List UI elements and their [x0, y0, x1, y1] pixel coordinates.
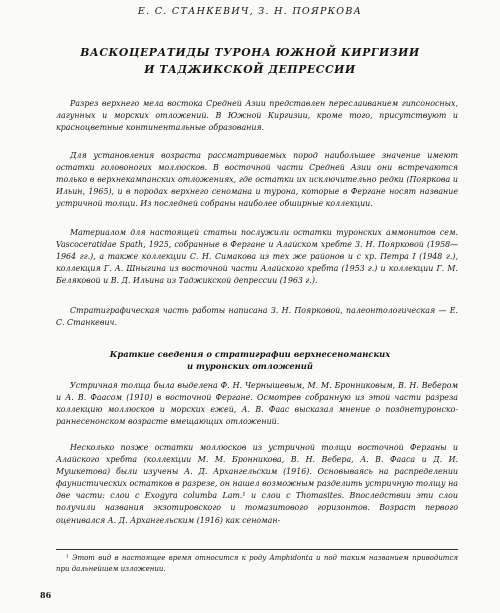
- footnote-divider: [56, 549, 458, 550]
- section-heading: [0, 348, 500, 372]
- paragraph-2: Для установления возраста рассматриваемых пород наибольшее значение имеют остатки головоногих моллюсков. В восточной части Средней Азии они встречаются только в верхнекампанских отложениях, где остатки их исключительно редки (Пояркова и Ильин, 1965), и в породах верхнего сеномана и турона, которые в Фергане носят название устричной толщи. Из последней собраны наиболее обширные коллекции.: [56, 151, 458, 209]
- authors-line: Е. С. СТАНКЕВИЧ, З. Н. ПОЯРКОВА: [137, 6, 363, 17]
- section-heading-line-2: и туронских отложений: [187, 361, 313, 371]
- paragraph-5: Устричная толща была выделена Ф. Н. Чернышевым, М. М. Бронниковым, В. Н. Вебером и А. В. Фаасом (1910) в восточной Фергане. Осмотрев собранную из этой части разреза коллекцию моллюсков и морских ежей, А. В. Фаас высказал мнение о позднетуронско-раннесенонском возрасте вмещающих отложений.: [56, 381, 458, 427]
- paragraph-4: Стратиграфическая часть работы написана З. Н. Поярковой, палеонтологическая — Е. С. Станкевич.: [56, 306, 458, 328]
- page-number: 86: [40, 590, 52, 600]
- article-title: [0, 44, 500, 78]
- article-title-line-1: ВАСКОЦЕРАТИДЫ ТУРОНА ЮЖНОЙ КИРГИЗИИ: [80, 46, 420, 59]
- paragraph-3: Материалом для настоящей статьи послужили остатки туронских аммонитов сем. Vascoceratidae Spath, 1925, собранные в Фергане и Алайском хребте З. Н. Поярковой (1958—1964 гг.), а также коллекции С. Н. Симакова из тех же районов и с хр. Петра I (1948 г.), коллекция Г. А. Шныгина из восточной части Алайского хребта (1953 г.) и коллекции Г. М. Беляковой и В. Д. Ильина из Таджикской депрессии (1963 г.).: [56, 228, 458, 286]
- paragraph-1: Разрез верхнего мела востока Средней Азии представлен переслаиванием гипсоносных, лагунных и морских отложений. В Южной Киргизии, кроме того, присутствуют и красноцветные континентальные образования.: [56, 99, 458, 133]
- footnote: ¹ Этот вид в настоящее время относится к роду Amphidonta и под таким названием приводится при дальнейшем изложении.: [56, 554, 458, 573]
- article-title-line-2: И ТАДЖИКСКОЙ ДЕПРЕССИИ: [144, 63, 356, 76]
- paragraph-6: Несколько позже остатки моллюсков из устричной толщи восточной Ферганы и Алайского хребта (коллекции М. М. Бронникова, В. Н. Вебера, А. В. Фааса и Д. И. Мушкетова) были изучены А. Д. Архангельским (1916). Основываясь на распределении фаунистических остатков в разрезе, он нашел возможным разделить устричную толщу на две части: слои с Exogyra columba Lam.¹ и слои с Thomasites. Впоследствии эти слои получили названия экзотировского и томазитового горизонтов. Возраст первого оценивался А. Д. Архангельским (1916) как сеноман-: [56, 443, 458, 525]
- section-heading-line-1: Краткие сведения о стратиграфии верхнесеноманских: [109, 349, 391, 359]
